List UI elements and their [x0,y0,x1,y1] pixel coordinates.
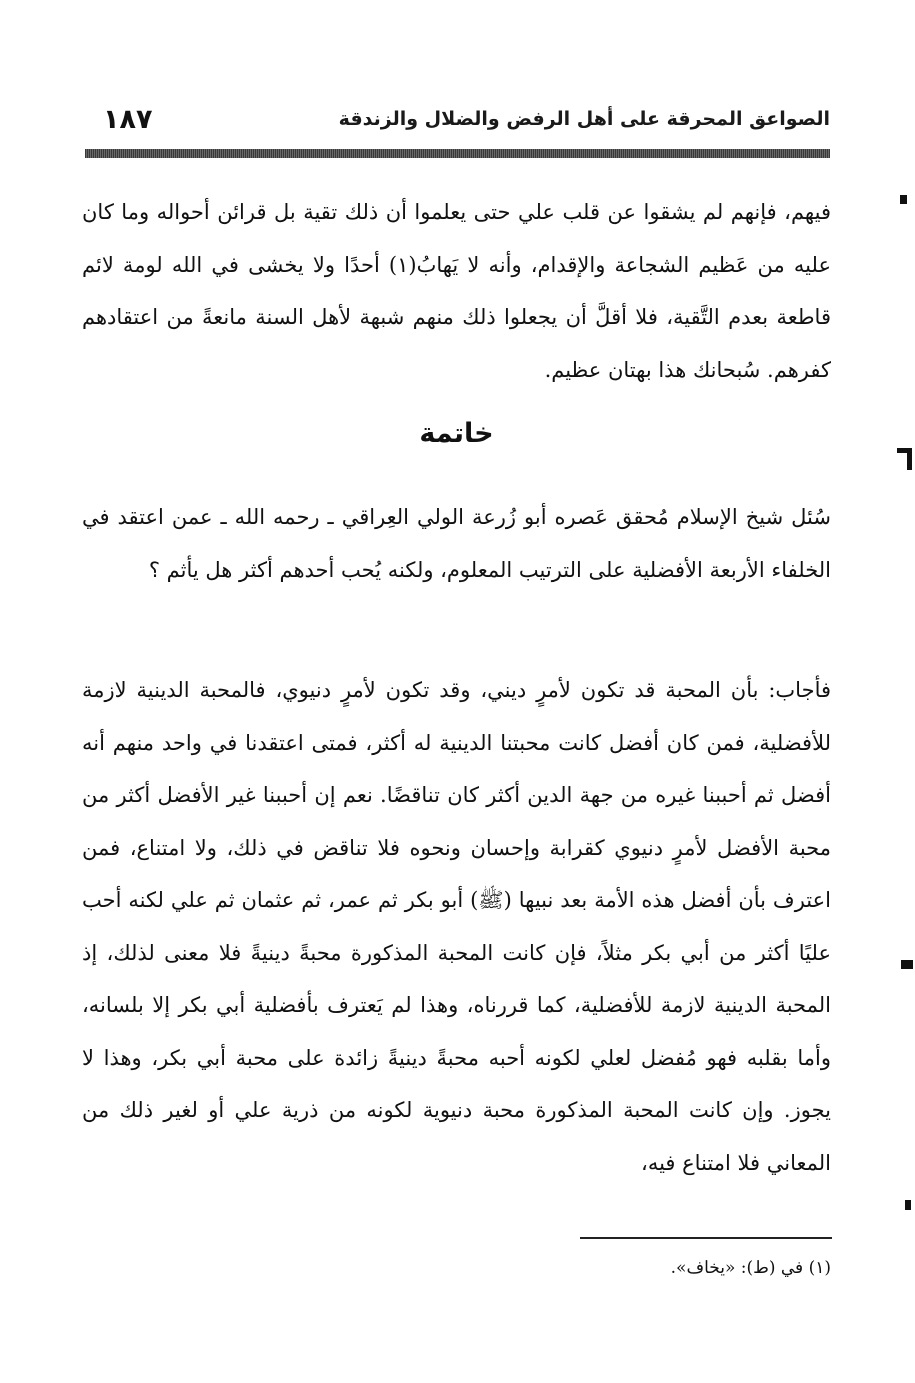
page-number: ١٨٧ [103,104,153,135]
header-rule [85,149,830,158]
intro-text: فيهم، فإنهم لم يشقوا عن قلب علي حتى يعلموا أن ذلك تقية بل قرائن أحواله وما كان عليه من عَظيم الشجاعة والإقدام، وأنه لا يَهابُ(١) أحدًا ولا يخشى في الله لومة لائم قاطعة بعدم التَّقية، فلا أقلَّ أن يجعلوا ذلك منهم شبهة لأهل السنة مانعةً من اعتقادهم كفرهم. سُبحانك هذا بهتان عظيم. [82,200,831,382]
scan-margin-mark [905,1200,911,1210]
scan-margin-mark [907,448,912,470]
scan-margin-mark [900,195,907,204]
answer-text: فأجاب: بأن المحبة قد تكون لأمرٍ ديني، وقد تكون لأمرٍ دنيوي، فالمحبة الدينية لازمة للأفضلية، فمن كان أفضل كانت محبتنا الدينية له أكثر، فمتى اعتقدنا في واحد منهم أنه أفضل ثم أحببنا غيره من جهة الدين أكثر كان تناقضًا. نعم إن أحببنا غير الأفضل أكثر من محبة الأفضل لأمرٍ دنيوي كقرابة وإحسان ونحوه فلا تناقض في ذلك، ولا امتناع، فمن اعترف بأن أفضل هذه الأمة بعد نبيها (ﷺ) أبو بكر ثم عمر، ثم عثمان ثم علي لكنه أحب عليًا أكثر من أبي بكر مثلاً، فإن كانت المحبة المذكورة محبةً دينيةً فلا معنى لذلك، إذ المحبة الدينية لازمة للأفضلية، كما قررناه، وهذا لم يَعترف بأفضلية أبي بكر إلا بلسانه، وأما بقلبه فهو مُفضل لعلي لكونه أحبه محبةً دينيةً زائدة على محبة أبي بكر، وهذا لا يجوز. وإن كانت المحبة المذكورة محبة دنيوية لكونه من ذرية علي أو لغير ذلك من المعاني فلا امتناع فيه، [82,678,831,1175]
footnote-1: (١) في (ط): «يخاف». [670,1258,831,1278]
answer-paragraph [82,664,831,1189]
intro-paragraph [82,186,831,396]
running-header [85,100,830,150]
footnote-separator [580,1237,832,1239]
section-heading: خاتمة [419,418,494,449]
question-text: سُئل شيخ الإسلام مُحقق عَصره أبو زُرعة الولي العِراقي ـ رحمه الله ـ عمن اعتقد في الخلفاء الأربعة الأفضلية على الترتيب المعلوم، ولكنه يُحب أحدهم أكثر هل يأثم ؟ [82,505,831,582]
scan-margin-mark [901,960,913,969]
question-paragraph [82,491,831,596]
running-title: الصواعق المحرقة على أهل الرفض والضلال والزندقة [338,108,830,130]
